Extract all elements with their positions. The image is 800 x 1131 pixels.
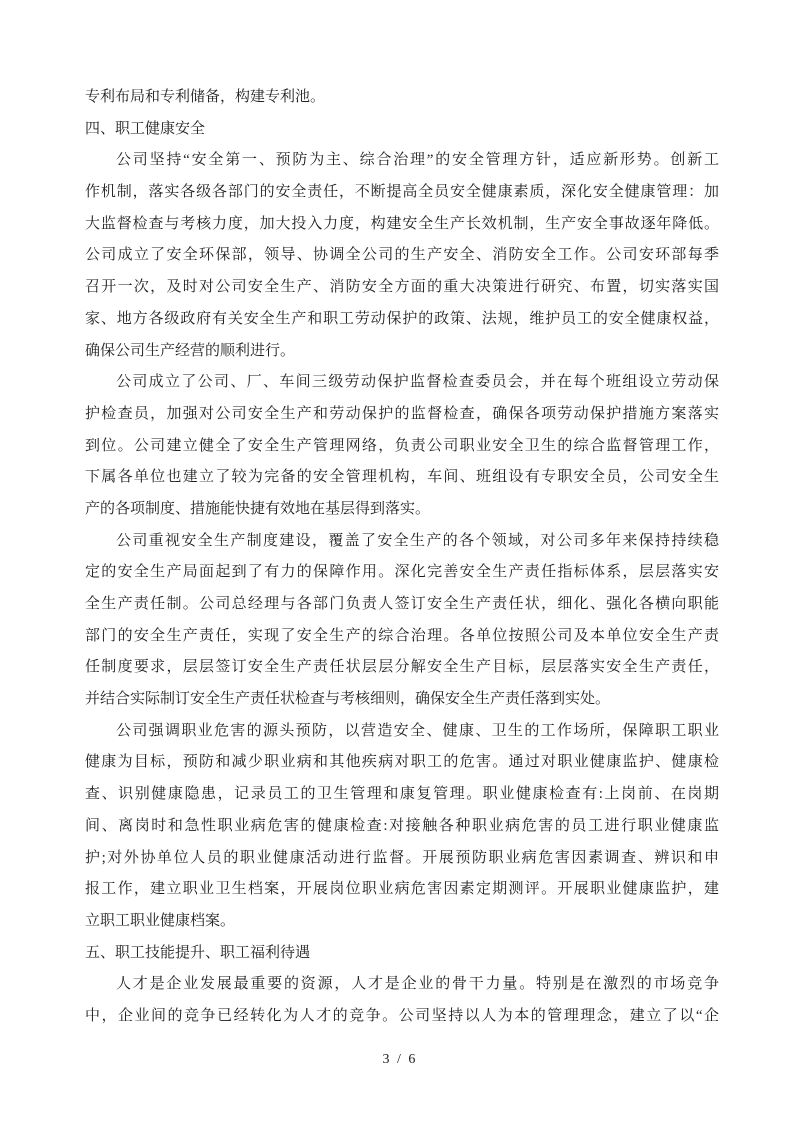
text-line: 到位。公司建立健全了安全生产管理网络，负责公司职业安全卫生的综合监督管理工作， [85,437,719,454]
text-line: 公司重视安全生产制度建设，覆盖了安全生产的各个领域，对公司多年来保持持续稳 [116,532,719,549]
page-number: 3 / 6 [382,1052,418,1067]
text-line: 部门的安全生产责任，实现了安全生产的综合治理。各单位按照公司及本单位安全生产责 [85,627,719,644]
text-line: 查、识别健康隐患，记录员工的卫生管理和康复管理。职业健康检查有:上岗前、在岗期 [85,786,719,803]
text-line: 健康为目标，预防和减少职业病和其他疾病对职工的危害。通过对职业健康监护、健康检 [85,754,719,771]
text-line: 公司成立了公司、厂、车间三级劳动保护监督检查委员会，并在每个班组设立劳动保 [116,374,719,391]
text-line: 召开一次，及时对公司安全生产、消防安全方面的重大决策进行研究、布置，切实落实国 [85,279,719,296]
text-line: 并结合实际制订安全生产责任状检查与考核细则，确保安全生产责任落到实处。 [85,691,611,708]
document-body [85,82,719,1033]
text-line: 大监督检查与考核力度，加大投入力度，构建安全生产长效机制，生产安全事故逐年降低。 [85,215,719,232]
text-line: 公司成立了安全环保部，领导、协调全公司的生产安全、消防安全工作。公司安环部每季 [85,247,719,264]
text-line: 中，企业间的竞争已经转化为人才的竞争。公司坚持以人为本的管理理念，建立了以“企 [85,1007,719,1024]
text-line: 产的各项制度、措施能快捷有效地在基层得到落实。 [85,500,431,517]
text-line: 人才是企业发展最重要的资源，人才是企业的骨干力量。特别是在激烈的市场竞争 [116,976,719,993]
text-line: 定的安全生产局面起到了有力的保障作用。深化完善安全生产责任指标体系，层层落实安 [85,564,719,581]
text-line: 公司强调职业危害的源头预防，以营造安全、健康、卫生的工作场所，保障职工职业 [116,722,719,739]
section-heading: 五、职工技能提升、职工福利待遇 [85,944,311,961]
text-line: 确保公司生产经营的顺利进行。 [85,342,296,359]
text-line: 报工作，建立职业卫生档案，开展岗位职业病危害因素定期测评。开展职业健康监护，建 [85,881,719,898]
text-line: 公司坚持“安全第一、预防为主、综合治理”的安全管理方针，适应新形势。创新工 [116,152,719,169]
text-line: 护检查员，加强对公司安全生产和劳动保护的监督检查，确保各项劳动保护措施方案落实 [85,405,719,422]
text-line: 专利布局和专利储备，构建专利池。 [85,89,326,105]
section-heading: 四、职工健康安全 [85,120,206,137]
text-line: 下属各单位也建立了较为完备的安全管理机构，车间、班组设有专职安全员，公司安全生 [85,469,719,486]
text-line: 护;对外协单位人员的职业健康活动进行监督。开展预防职业病危害因素调查、辨识和申 [85,849,719,866]
text-line: 任制度要求，层层签订安全生产责任状层层分解安全生产目标，层层落实安全生产责任， [85,659,719,676]
text-line: 家、地方各级政府有关安全生产和职工劳动保护的政策、法规，维护员工的安全健康权益， [85,310,719,327]
text-line: 间、离岗时和急性职业病危害的健康检查:对接触各种职业病危害的员工进行职业健康监 [85,817,719,834]
text-line: 作机制，落实各级各部门的安全责任，不断提高全员安全健康素质，深化安全健康管理：加 [85,184,719,201]
text-line: 立职工职业健康档案。 [85,912,236,929]
text-line: 全生产责任制。公司总经理与各部门负责人签订安全生产责任状，细化、强化各横向职能 [85,596,719,612]
